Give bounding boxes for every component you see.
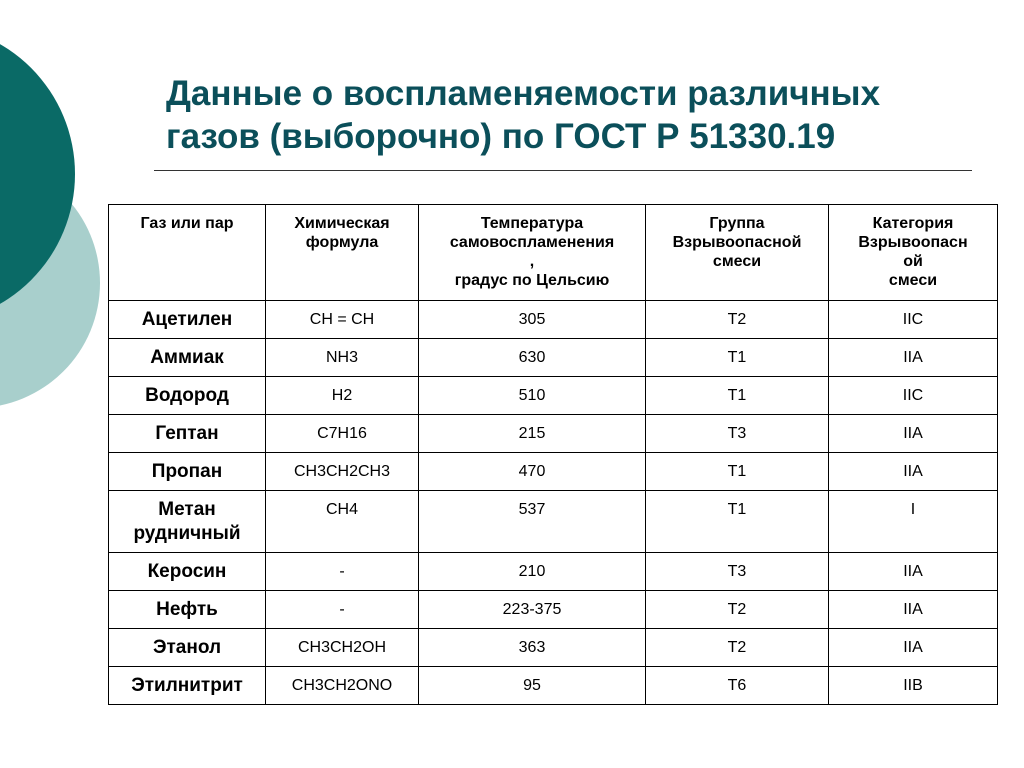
table-row [109,377,998,415]
group-cell: T2 [646,591,829,629]
category-cell: IIA [829,591,998,629]
temperature-cell: 223-375 [419,591,646,629]
header-line: Взрывоопасной [672,234,802,251]
table-header [109,205,998,301]
table-row [109,415,998,453]
gas-name-cell: Пропан [109,453,266,491]
gas-name-cell: Этилнитрит [109,667,266,705]
formula-cell: CH = CH [266,301,419,339]
header-category [829,205,998,301]
slide-title [166,72,986,158]
slide-title-line-1: Данные о воспламеняемости различных [166,74,881,113]
temperature-cell: 537 [419,491,646,553]
header-line: Химическая [294,215,390,232]
gas-name-cell: Водород [109,377,266,415]
formula-cell: C7H16 [266,415,419,453]
group-cell: T3 [646,415,829,453]
category-cell: I [829,491,998,553]
group-cell: T6 [646,667,829,705]
table-row [109,491,998,553]
formula-cell: CH3CH2ONO [266,667,419,705]
header-line: Взрывоопасн [858,234,968,251]
gas-name-cell: Нефть [109,591,266,629]
header-line: Группа [709,215,765,232]
category-cell: IIA [829,415,998,453]
group-cell: T1 [646,491,829,553]
header-temperature [419,205,646,301]
table-row [109,553,998,591]
category-cell: IIC [829,377,998,415]
table-row [109,339,998,377]
table-row [109,667,998,705]
table-row [109,591,998,629]
header-line: Температура [480,215,584,232]
title-divider [154,170,972,171]
header-gas [109,205,266,301]
category-cell: IIA [829,339,998,377]
group-cell: T1 [646,377,829,415]
group-cell: T1 [646,453,829,491]
category-cell: IIB [829,667,998,705]
temperature-cell: 305 [419,301,646,339]
gas-name-cell: Гептан [109,415,266,453]
header-line: Газ или пар [140,215,234,232]
gas-name-cell: Керосин [109,553,266,591]
header-line: ой [903,253,923,270]
header-formula [266,205,419,301]
formula-cell: CH4 [266,491,419,553]
formula-cell: CH3CH2OH [266,629,419,667]
group-cell: T3 [646,553,829,591]
table-row [109,453,998,491]
header-group [646,205,829,301]
group-cell: T2 [646,301,829,339]
table-header-row [109,205,998,301]
temperature-cell: 215 [419,415,646,453]
slide-title-line-2: газов (выборочно) по ГОСТ Р 51330.19 [166,117,836,156]
temperature-cell: 95 [419,667,646,705]
formula-cell: - [266,591,419,629]
header-line: смеси [888,272,938,289]
header-line: формула [305,234,379,251]
gas-name-cell: Этанол [109,629,266,667]
group-cell: T2 [646,629,829,667]
header-line: Категория [872,215,954,232]
header-line: , [529,253,535,270]
table-row [109,629,998,667]
category-cell: IIC [829,301,998,339]
group-cell: T1 [646,339,829,377]
temperature-cell: 470 [419,453,646,491]
formula-cell: CH3CH2CH3 [266,453,419,491]
formula-cell: NH3 [266,339,419,377]
gas-name-cell: Аммиак [109,339,266,377]
header-line: самовоспламенения [449,234,615,251]
category-cell: IIA [829,629,998,667]
table-row [109,301,998,339]
gas-flammability-table [108,204,998,705]
formula-cell: - [266,553,419,591]
temperature-cell: 510 [419,377,646,415]
temperature-cell: 363 [419,629,646,667]
header-line: градус по Цельсию [454,272,610,289]
temperature-cell: 630 [419,339,646,377]
temperature-cell: 210 [419,553,646,591]
category-cell: IIA [829,453,998,491]
formula-cell: H2 [266,377,419,415]
category-cell: IIA [829,553,998,591]
table-body [109,301,998,705]
header-line: смеси [712,253,762,270]
gas-name-cell: Метан рудничный [109,491,266,553]
gas-name-cell: Ацетилен [109,301,266,339]
